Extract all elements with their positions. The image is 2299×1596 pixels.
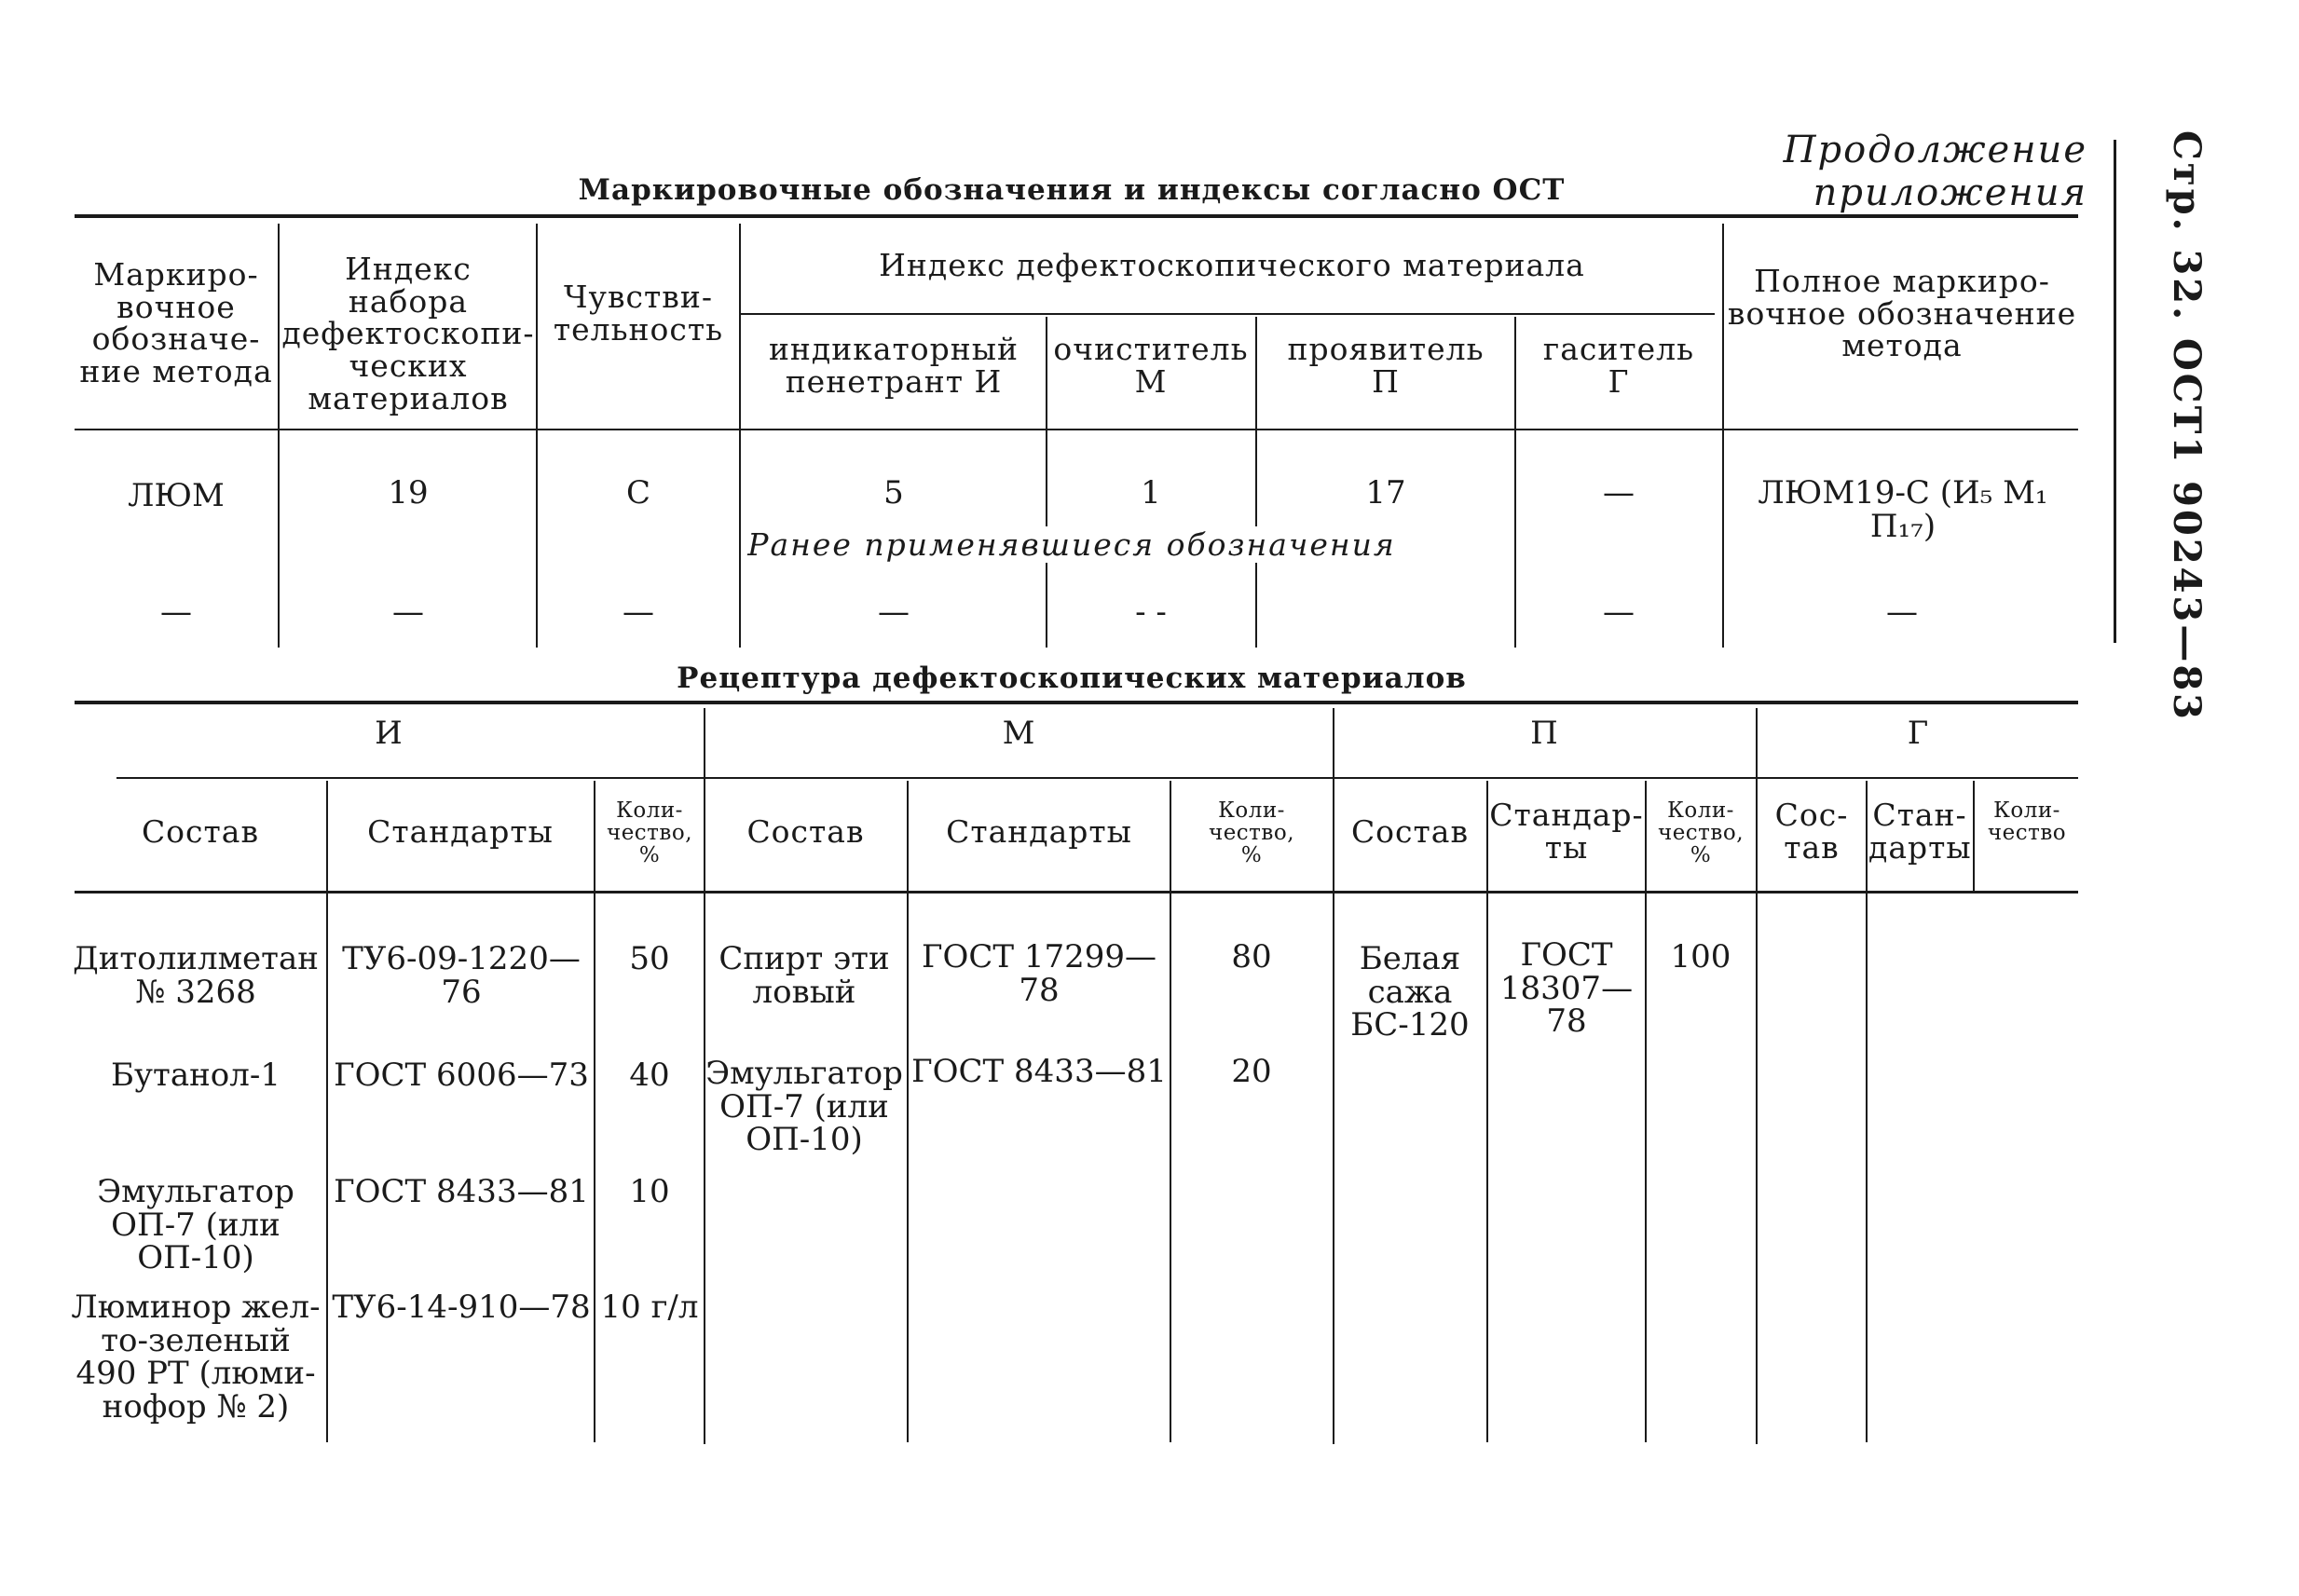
prev-penetrant: — bbox=[878, 593, 910, 631]
sub-g-quantity: Коли- чество bbox=[1987, 798, 2067, 846]
row-developer: 17 bbox=[1365, 474, 1406, 512]
row-method: ЛЮМ bbox=[128, 477, 225, 514]
sub-i-standards: Стандарты bbox=[367, 813, 554, 850]
group-i: И bbox=[375, 715, 403, 752]
rule bbox=[1645, 781, 1647, 1442]
rule bbox=[1722, 224, 1724, 648]
row-full: ЛЮМ19-С (И₅ М₁ П₁₇) bbox=[1758, 474, 2048, 545]
row-penetrant: 5 bbox=[883, 474, 904, 512]
i-row-2-composition: Бутанол-1 bbox=[111, 1057, 281, 1094]
i-row-1-composition: Дитолилметан № 3268 bbox=[73, 940, 319, 1011]
rule bbox=[278, 224, 280, 648]
rule bbox=[1255, 317, 1257, 648]
rule bbox=[1333, 708, 1334, 1444]
m-row-1-composition: Спирт эти ловый bbox=[718, 940, 890, 1011]
group-p: П bbox=[1530, 715, 1558, 752]
prev-set-index: — bbox=[392, 593, 424, 631]
header-cleaner: очиститель М bbox=[1053, 331, 1249, 400]
prev-sensitivity: — bbox=[623, 593, 654, 631]
i-row-4-composition: Люминор жел- то-зеленый 490 РТ (люми- нофор № 2) bbox=[71, 1289, 321, 1426]
group-m: М bbox=[1002, 715, 1035, 752]
rule bbox=[116, 777, 2078, 779]
rule bbox=[1973, 781, 1975, 893]
m-row-1-quantity: 80 bbox=[1231, 938, 1272, 975]
sub-i-composition: Состав bbox=[141, 813, 260, 850]
row-cleaner: 1 bbox=[1141, 474, 1161, 512]
header-sensitivity: Чувстви- тельность bbox=[553, 279, 724, 348]
row-set-index: 19 bbox=[388, 474, 429, 512]
m-row-2-composition: Эмульгатор ОП-7 (или ОП-10) bbox=[705, 1055, 903, 1159]
rule bbox=[75, 214, 2078, 218]
header-material-index: Индекс дефектоскопического материала bbox=[879, 247, 1585, 283]
rule bbox=[1046, 317, 1047, 648]
rule bbox=[536, 224, 538, 648]
i-row-4-quantity: 10 г/л bbox=[600, 1289, 699, 1326]
sub-m-composition: Состав bbox=[746, 813, 865, 850]
i-row-2-standard: ГОСТ 6006—73 bbox=[334, 1057, 589, 1094]
sub-p-composition: Состав bbox=[1350, 813, 1470, 850]
previous-title: Ранее применявшиеся обозначения bbox=[746, 526, 1398, 563]
p-row-1-standard: ГОСТ 18307—78 bbox=[1499, 936, 1634, 1041]
prev-full: — bbox=[1886, 593, 1918, 631]
rule bbox=[741, 313, 1715, 315]
side-label-text: Стр. 32. ОСТ1 90243—83 bbox=[2165, 130, 2209, 722]
group-g: Г bbox=[1907, 715, 1929, 752]
header-full: Полное маркиро- вочное обозначение метода bbox=[1727, 263, 2077, 364]
rule bbox=[1486, 781, 1488, 1442]
sub-i-quantity: Коли- чество, % bbox=[606, 798, 693, 868]
sub-m-standards: Стандарты bbox=[946, 813, 1132, 850]
m-row-1-standard: ГОСТ 17299—78 bbox=[921, 938, 1157, 1009]
section2-title: Рецептура дефектоскопических материалов bbox=[677, 662, 1467, 695]
sub-p-quantity: Коли- чество, % bbox=[1657, 798, 1745, 868]
header-set-index: Индекс набора дефектоскопи- ческих материалов bbox=[281, 251, 535, 416]
rule bbox=[594, 781, 595, 1442]
header-quencher: гаситель Г bbox=[1542, 331, 1695, 400]
m-row-2-standard: ГОСТ 8433—81 bbox=[911, 1053, 1167, 1090]
rule bbox=[75, 891, 2078, 893]
rule bbox=[739, 224, 741, 648]
i-row-1-standard: ТУ6-09-1220—76 bbox=[342, 940, 581, 1011]
sub-g-standards: Стан- дарты bbox=[1868, 797, 1972, 866]
section1-title: Маркировочные обозначения и индексы согласно ОСТ bbox=[578, 173, 1566, 207]
header-penetrant: индикаторный пенетрант И bbox=[768, 331, 1019, 400]
header-developer: проявитель П bbox=[1287, 331, 1485, 400]
rule bbox=[75, 701, 2078, 704]
rule bbox=[1170, 781, 1171, 1442]
rule bbox=[1866, 781, 1868, 1442]
p-row-1-composition: Белая сажа БС-120 bbox=[1350, 940, 1470, 1044]
sub-g-composition: Сос- тав bbox=[1774, 797, 1849, 866]
p-row-1-quantity: 100 bbox=[1670, 938, 1731, 975]
i-row-3-standard: ГОСТ 8433—81 bbox=[334, 1173, 589, 1210]
row-sensitivity: С bbox=[625, 474, 650, 512]
side-label bbox=[2143, 130, 2227, 722]
continuation-label: Продолжение приложения bbox=[1783, 129, 2087, 214]
prev-method: — bbox=[160, 593, 192, 631]
rule bbox=[1514, 317, 1516, 648]
header-method: Маркиро- вочное обозначе- ние метода bbox=[79, 256, 273, 389]
rule bbox=[75, 429, 2078, 430]
i-row-2-quantity: 40 bbox=[629, 1057, 670, 1094]
m-row-2-quantity: 20 bbox=[1231, 1053, 1272, 1090]
side-rule bbox=[2114, 140, 2116, 643]
sub-m-quantity: Коли- чество, % bbox=[1208, 798, 1295, 868]
prev-quencher: — bbox=[1603, 593, 1635, 631]
i-row-3-composition: Эмульгатор ОП-7 (или ОП-10) bbox=[97, 1173, 294, 1277]
i-row-3-quantity: 10 bbox=[629, 1173, 670, 1210]
i-row-1-quantity: 50 bbox=[629, 940, 670, 977]
rule bbox=[1756, 708, 1758, 1444]
prev-cleaner: - - bbox=[1135, 593, 1167, 631]
rule bbox=[907, 781, 909, 1442]
row-quencher: — bbox=[1603, 474, 1635, 512]
i-row-4-standard: ТУ6-14-910—78 bbox=[332, 1289, 591, 1326]
sub-p-standards: Стандар- ты bbox=[1489, 797, 1644, 866]
